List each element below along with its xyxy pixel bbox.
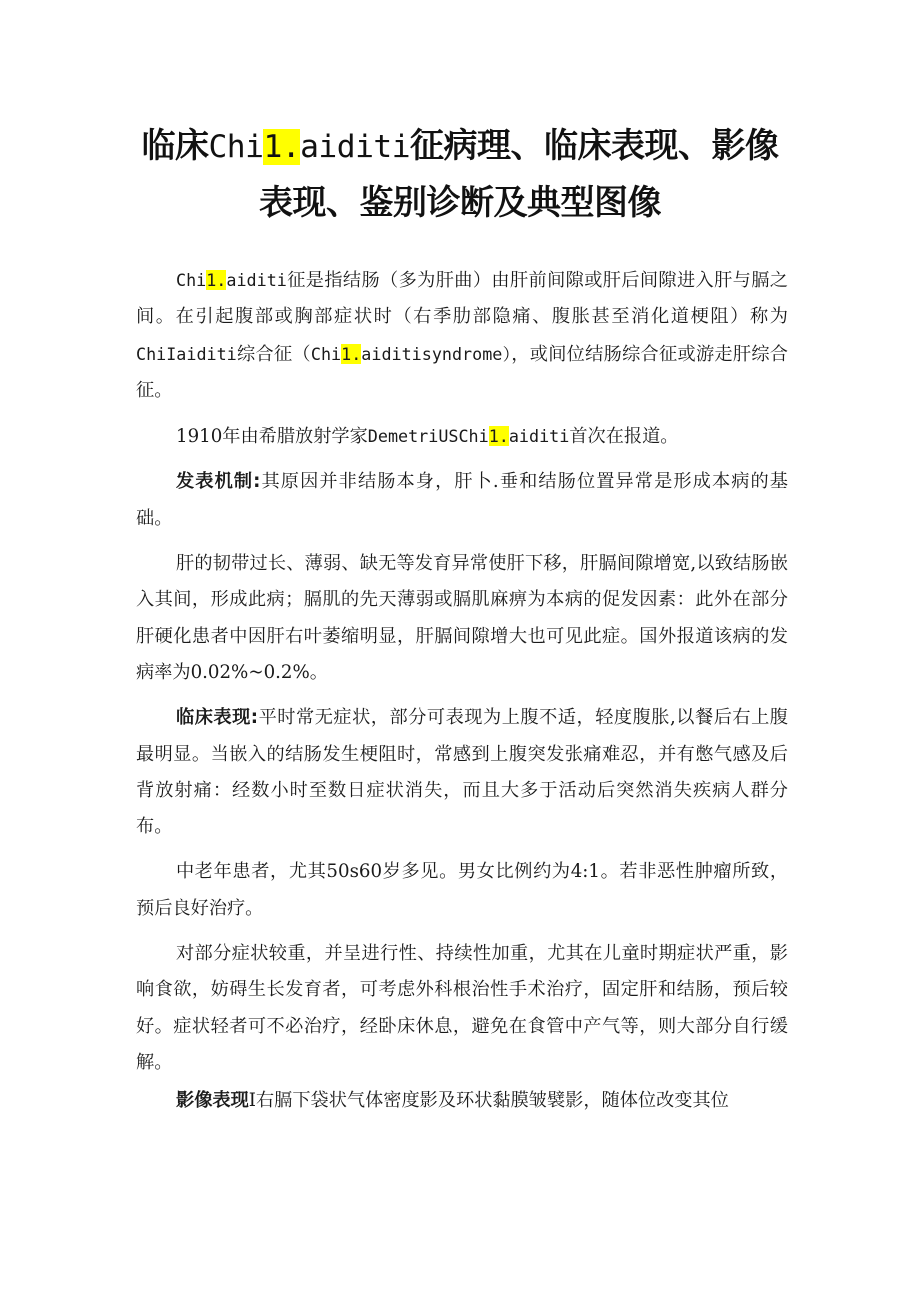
paragraph-text: I右膈下袋状气体密度影及环状黏膜皱襞影，随体位改变其位: [248, 1090, 729, 1112]
paragraph-text: 肝的韧带过长、薄弱、缺无等发育异常使肝下移，肝膈间隙增宽,以致结肠嵌入其间，形成此病；膈肌的先天薄弱或膈肌麻痹为本病的促发因素：此外在部分肝硬化患者中因肝右叶萎缩明显，肝膈间隙增大也可见此症。国外报道该病的发病率为0.02%~0.2%。: [136, 553, 788, 683]
term: aiditisyndrome）: [361, 343, 512, 364]
paragraph-text: 1910年由希腊放射学家: [176, 426, 368, 448]
title-term: aiditi: [300, 129, 411, 165]
highlighted-text: 1.: [206, 270, 227, 290]
title-text: 征病理、临床表现、影像: [410, 126, 779, 166]
term: DemetriUSChi: [367, 426, 489, 447]
paragraph-text: 首次在报道。: [569, 426, 679, 448]
paragraph-text: 征是指结肠（多为肝曲）由肝前间隙或肝后间隙进入肝与膈之间。在引起腹部或胸部症状时（右季肋部隐痛、腹胀甚至消化道梗阻）称为: [136, 270, 788, 328]
paragraph-mechanism: [136, 464, 788, 537]
paragraph-clinical: [136, 700, 788, 845]
paragraph-text: 平时常无症状，部分可表现为上腹不适，轻度腹胀,以餐后右上腹最明显。当嵌入的结肠发生梗阻时，常感到上腹突发张痛难忍，并有憋气感及后背放射痛：经数小时至数日症状消失，而且大多于活动后突然消失疾病人群分布。: [136, 707, 788, 838]
paragraph-population: [136, 854, 788, 927]
paragraph-text: ，或间位结肠综合征或游走肝综合征。: [136, 343, 788, 401]
highlighted-text: 1.: [488, 426, 509, 447]
paragraph-text: 中老年患者，尤其50s60岁多见。男女比例约为4:1。若非恶性肿瘤所致，预后良好治疗。: [136, 861, 789, 919]
section-label: 临床表现:: [176, 707, 259, 729]
document-body: [136, 262, 788, 1129]
title-term: Chi: [208, 129, 264, 165]
term: Chi: [310, 343, 342, 364]
term: Chi: [176, 270, 207, 290]
title-text: 临床: [141, 126, 209, 166]
highlighted-text: 1.: [263, 129, 301, 165]
highlighted-text: 1.: [341, 343, 362, 364]
term: aiditi: [508, 426, 570, 447]
paragraph-cause: [136, 546, 788, 691]
document-title: [120, 118, 800, 231]
term: ChiIaiditi: [136, 343, 237, 364]
paragraph-text: 其原因并非结肠本身，肝卜.垂和结肠位置异常是形成本病的基础。: [136, 471, 788, 529]
title-line-2: 表现、鉴别诊断及典型图像: [259, 183, 661, 223]
paragraph-definition: [136, 262, 788, 409]
section-label: 影像表现: [176, 1090, 249, 1112]
paragraph-text: 对部分症状较重，并呈进行性、持续性加重，尤其在儿童时期症状严重，影响食欲，妨碍生长发育者，可考虑外科根治性手术治疗，固定肝和结肠，预后较好。症状轻者可不必治疗，经卧床休息，避免在食管中产气等，则大部分自行缓解。: [136, 943, 788, 1073]
paragraph-history: [136, 418, 788, 455]
paragraph-text: 综合征（: [236, 343, 311, 365]
term: aiditi: [226, 270, 287, 290]
paragraph-imaging: [136, 1083, 788, 1119]
section-label: 发表机制:: [176, 471, 261, 493]
title-line-1: [120, 118, 800, 175]
paragraph-treatment: [136, 936, 788, 1081]
